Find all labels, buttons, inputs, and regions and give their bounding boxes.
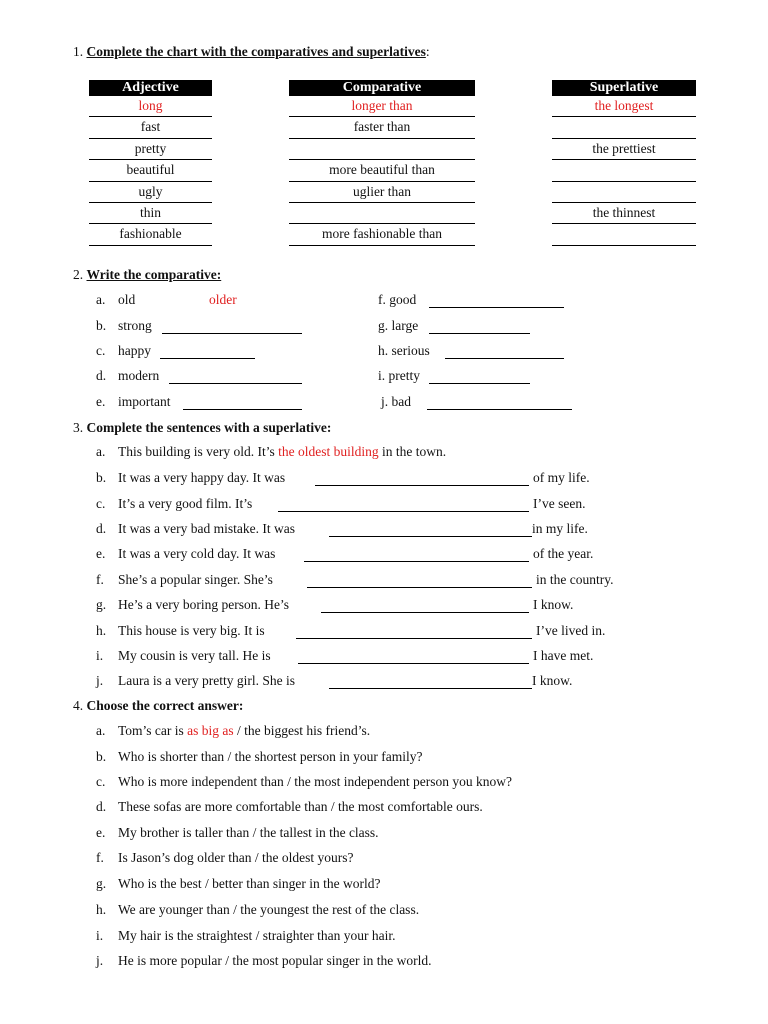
q2-number: 2. bbox=[73, 267, 84, 282]
choice-sentence[interactable]: Who is more independent than / the most independent person you know? bbox=[118, 774, 513, 789]
answer-example: the oldest building bbox=[278, 444, 379, 459]
q3-item-f bbox=[96, 572, 614, 588]
q2-item-i bbox=[378, 368, 420, 384]
item-letter: f. bbox=[96, 850, 104, 865]
q4-number: 4. bbox=[73, 698, 84, 713]
superlative-column bbox=[552, 80, 696, 246]
q3-item-i bbox=[96, 648, 594, 664]
choice-sentence[interactable]: We are younger than / the youngest the rest of the class. bbox=[118, 902, 420, 917]
adjective-cell: fast bbox=[89, 117, 212, 138]
q2-item-j bbox=[381, 394, 411, 410]
choice-sentence[interactable]: He is more popular / the most popular singer in the world. bbox=[118, 953, 432, 968]
q1-heading bbox=[73, 44, 430, 60]
answer-blank[interactable] bbox=[329, 535, 532, 537]
sentence-end: I know. bbox=[533, 597, 574, 612]
superlative-cell: the longest bbox=[552, 96, 696, 117]
item-word: modern bbox=[118, 368, 160, 383]
item-letter: a. bbox=[96, 292, 106, 307]
choice-sentence[interactable]: Who is shorter than / the shortest person in your family? bbox=[118, 749, 423, 764]
q4-item-h bbox=[96, 902, 420, 918]
superlative-blank[interactable] bbox=[552, 117, 696, 138]
item-letter: e. bbox=[96, 546, 106, 561]
q3-item-h bbox=[96, 623, 606, 639]
q2-item-a bbox=[96, 292, 237, 308]
superlative-blank[interactable] bbox=[552, 224, 696, 245]
q2-item-h bbox=[378, 343, 430, 359]
adjective-cell: beautiful bbox=[89, 160, 212, 181]
q2-item-e bbox=[96, 394, 171, 410]
item-letter: e. bbox=[96, 825, 106, 840]
item-word: important bbox=[118, 394, 171, 409]
q3-item-d bbox=[96, 521, 588, 537]
answer-blank[interactable] bbox=[183, 408, 302, 410]
answer-blank[interactable] bbox=[321, 611, 529, 613]
q3-item-a bbox=[96, 444, 447, 460]
sentence-start: My cousin is very tall. He is bbox=[118, 648, 271, 663]
superlative-blank[interactable] bbox=[552, 182, 696, 203]
sentence-start: It was a very cold day. It was bbox=[118, 546, 276, 561]
sentence-start: It was a very happy day. It was bbox=[118, 470, 286, 485]
superlative-cell: the prettiest bbox=[552, 139, 696, 160]
q4-item-i bbox=[96, 928, 396, 944]
q2-item-g bbox=[378, 318, 418, 334]
adjective-cell: thin bbox=[89, 203, 212, 224]
item-word: i. pretty bbox=[378, 368, 420, 383]
adjective-cell: long bbox=[89, 96, 212, 117]
q2-item-f bbox=[378, 292, 416, 308]
sentence-end: I have met. bbox=[533, 648, 594, 663]
answer-blank[interactable] bbox=[160, 357, 255, 359]
answer-blank[interactable] bbox=[296, 637, 532, 639]
q1-title-suffix: : bbox=[425, 44, 430, 59]
answer-blank[interactable] bbox=[329, 687, 532, 689]
answer-blank[interactable] bbox=[429, 382, 530, 384]
sentence-end: of the year. bbox=[533, 546, 594, 561]
item-word: happy bbox=[118, 343, 151, 358]
q3-item-b bbox=[96, 470, 590, 486]
q4-item-d bbox=[96, 799, 483, 815]
item-letter: c. bbox=[96, 774, 106, 789]
answer-blank[interactable] bbox=[307, 586, 532, 588]
q2-item-d bbox=[96, 368, 160, 384]
q4-item-a bbox=[96, 723, 371, 739]
comparative-cell: longer than bbox=[289, 96, 475, 117]
comparative-header: Comparative bbox=[289, 80, 475, 96]
answer-blank[interactable] bbox=[445, 357, 564, 359]
item-letter: a. bbox=[96, 723, 106, 738]
q2-item-b bbox=[96, 318, 152, 334]
item-letter: f. bbox=[96, 572, 104, 587]
sentence-start: It was a very bad mistake. It was bbox=[118, 521, 295, 536]
adjective-header: Adjective bbox=[89, 80, 212, 96]
item-letter: b. bbox=[96, 749, 107, 764]
q1-title: Complete the chart with the comparatives and superlatives bbox=[86, 44, 426, 59]
item-letter: g. bbox=[96, 876, 107, 891]
item-letter: d. bbox=[96, 799, 107, 814]
answer-blank[interactable] bbox=[278, 510, 529, 512]
q3-item-g bbox=[96, 597, 574, 613]
sentence-start: He’s a very boring person. He’s bbox=[118, 597, 289, 612]
item-letter: d. bbox=[96, 521, 107, 536]
q1-number: 1. bbox=[73, 44, 84, 59]
comparative-cell: uglier than bbox=[289, 182, 475, 203]
item-word: g. large bbox=[378, 318, 419, 333]
item-letter: i. bbox=[96, 648, 104, 663]
sentence-start: Laura is a very pretty girl. She is bbox=[118, 673, 295, 688]
sentence-end: I’ve seen. bbox=[533, 496, 586, 511]
sentence-end: in the country. bbox=[536, 572, 614, 587]
item-letter: b. bbox=[96, 318, 107, 333]
item-letter: i. bbox=[96, 928, 104, 943]
item-letter: h. bbox=[96, 902, 107, 917]
sentence-end: of my life. bbox=[533, 470, 590, 485]
item-letter: j. bbox=[96, 673, 104, 688]
item-word: f. good bbox=[378, 292, 417, 307]
adjective-cell: ugly bbox=[89, 182, 212, 203]
sentence-start: She’s a popular singer. She’s bbox=[118, 572, 273, 587]
comparative-blank[interactable] bbox=[289, 203, 475, 224]
q3-title: Complete the sentences with a superlative: bbox=[86, 420, 332, 435]
answer-blank[interactable] bbox=[427, 408, 572, 410]
item-letter: a. bbox=[96, 444, 106, 459]
item-word: old bbox=[118, 292, 136, 307]
q4-item-b bbox=[96, 749, 423, 765]
answer-blank[interactable] bbox=[315, 484, 529, 486]
superlative-cell: the thinnest bbox=[552, 203, 696, 224]
item-letter: c. bbox=[96, 343, 106, 358]
sentence-end: in my life. bbox=[532, 521, 588, 536]
answer-blank[interactable] bbox=[169, 382, 302, 384]
comparative-cell: more fashionable than bbox=[289, 224, 475, 245]
q4-item-f bbox=[96, 850, 354, 866]
comparative-column bbox=[289, 80, 475, 246]
comparative-cell: faster than bbox=[289, 117, 475, 138]
item-letter: d. bbox=[96, 368, 107, 383]
item-letter: g. bbox=[96, 597, 107, 612]
choice-sentence[interactable]: Is Jason’s dog older than / the oldest yours? bbox=[118, 850, 354, 865]
superlative-header: Superlative bbox=[552, 80, 696, 96]
answer-example: older bbox=[209, 292, 237, 307]
q2-heading bbox=[73, 267, 221, 283]
sentence-start: This building is very old. It’s bbox=[118, 444, 279, 459]
q4-title: Choose the correct answer: bbox=[86, 698, 244, 713]
sentence-start: This house is very big. It is bbox=[118, 623, 265, 638]
item-word: h. serious bbox=[378, 343, 430, 358]
adjective-column bbox=[89, 80, 212, 246]
item-letter: b. bbox=[96, 470, 107, 485]
item-letter: h. bbox=[96, 623, 107, 638]
item-letter: e. bbox=[96, 394, 106, 409]
q4-item-g bbox=[96, 876, 381, 892]
q3-item-c bbox=[96, 496, 586, 512]
q3-item-j bbox=[96, 673, 573, 689]
q2-item-c bbox=[96, 343, 151, 359]
sentence-end: I’ve lived in. bbox=[536, 623, 606, 638]
sentence-start: It’s a very good film. It’s bbox=[118, 496, 253, 511]
answer-example: as big as bbox=[187, 723, 234, 738]
sentence-end: I know. bbox=[532, 673, 573, 688]
q4-heading bbox=[73, 698, 243, 714]
q3-heading bbox=[73, 420, 331, 436]
choice-sentence[interactable]: My brother is taller than / the tallest in the class. bbox=[118, 825, 379, 840]
answer-blank[interactable] bbox=[429, 306, 564, 308]
sentence-end: in the town. bbox=[378, 444, 447, 459]
superlative-blank[interactable] bbox=[552, 160, 696, 181]
item-letter: j. bbox=[96, 953, 104, 968]
item-letter: c. bbox=[96, 496, 106, 511]
comparative-cell: more beautiful than bbox=[289, 160, 475, 181]
q3-number: 3. bbox=[73, 420, 84, 435]
answer-blank[interactable] bbox=[429, 332, 530, 334]
q3-item-e bbox=[96, 546, 594, 562]
sentence-start: Tom’s car is bbox=[118, 723, 188, 738]
q4-item-j bbox=[96, 953, 432, 969]
sentence-end: / the biggest his friend’s. bbox=[233, 723, 371, 738]
q4-item-c bbox=[96, 774, 513, 790]
adjective-cell: pretty bbox=[89, 139, 212, 160]
choice-sentence[interactable]: These sofas are more comfortable than / the most comfortable ours. bbox=[118, 799, 483, 814]
item-word: strong bbox=[118, 318, 152, 333]
comparative-blank[interactable] bbox=[289, 139, 475, 160]
q2-title: Write the comparative: bbox=[86, 267, 222, 282]
adjective-cell: fashionable bbox=[89, 224, 212, 245]
item-word: j. bad bbox=[381, 394, 411, 409]
answer-blank[interactable] bbox=[162, 332, 302, 334]
choice-sentence[interactable]: My hair is the straightest / straighter than your hair. bbox=[118, 928, 396, 943]
choice-sentence[interactable]: Who is the best / better than singer in the world? bbox=[118, 876, 381, 891]
q4-item-e bbox=[96, 825, 379, 841]
answer-blank[interactable] bbox=[298, 662, 529, 664]
answer-blank[interactable] bbox=[304, 560, 529, 562]
